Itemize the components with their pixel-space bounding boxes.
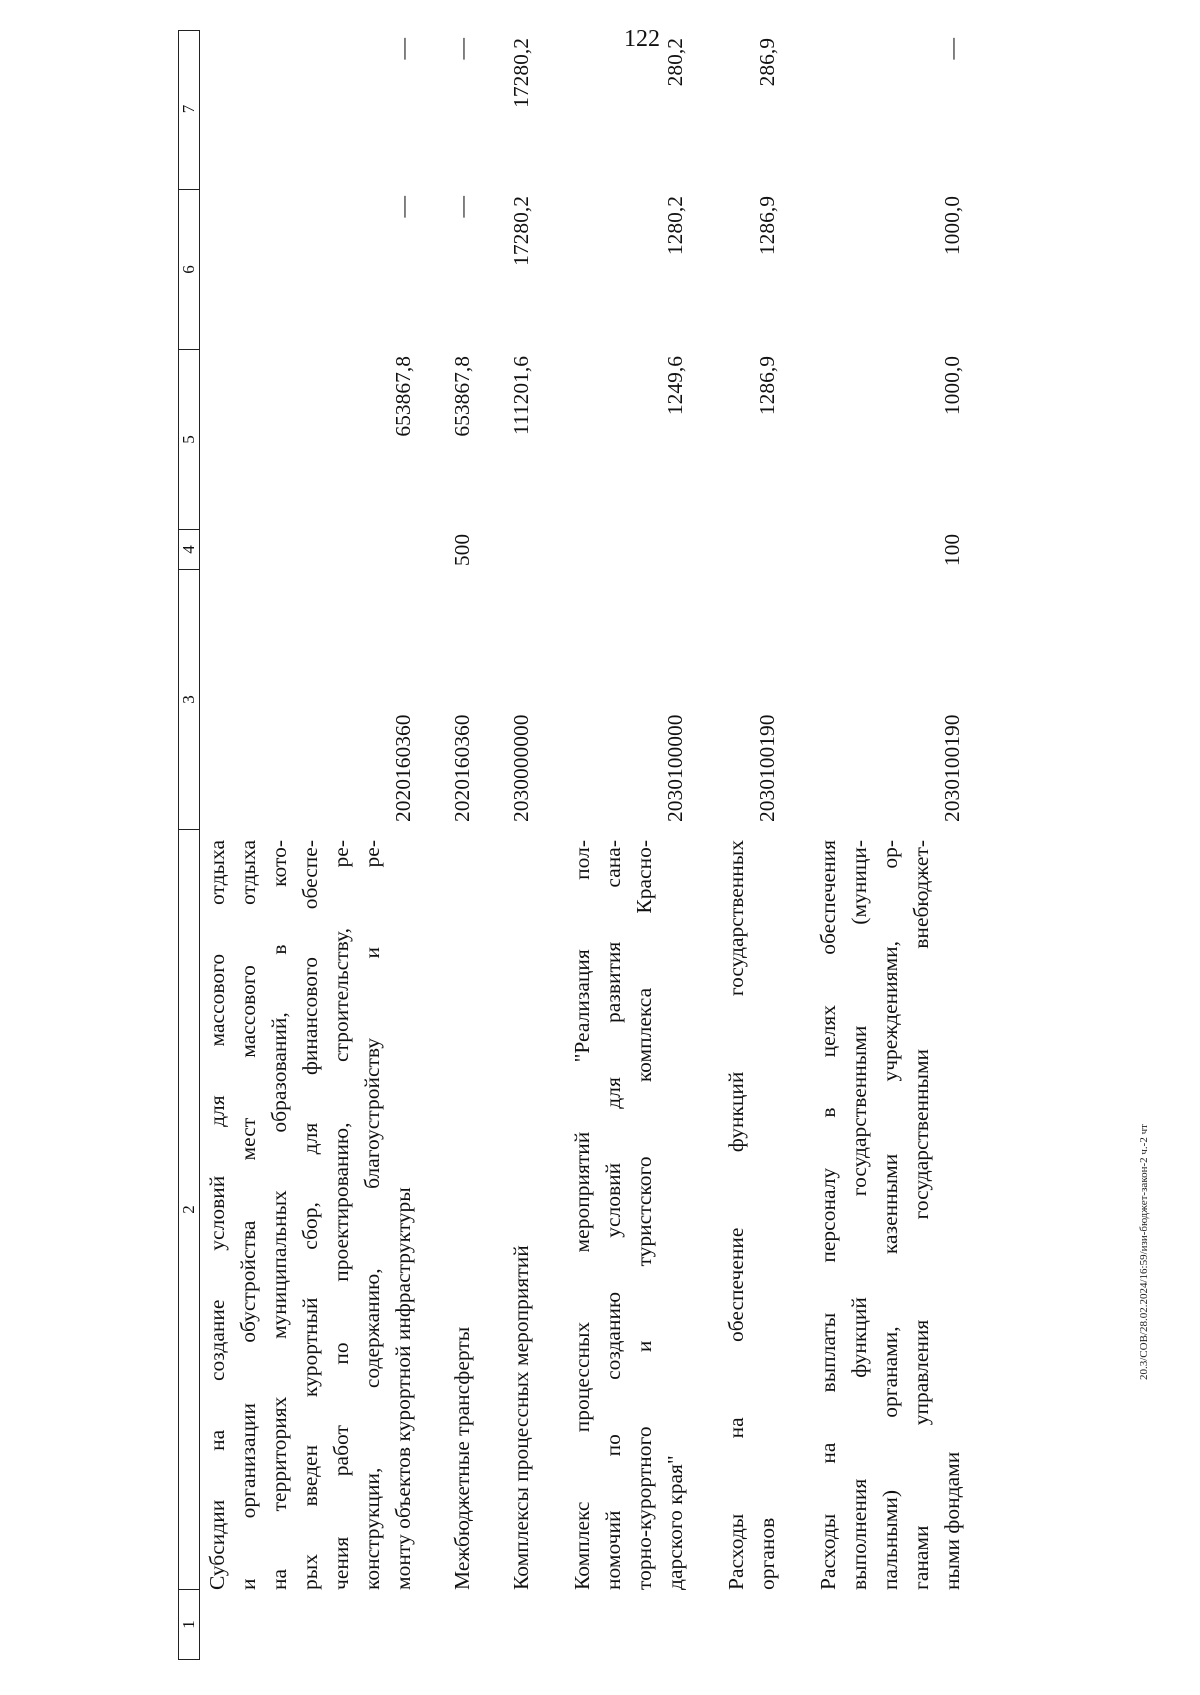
- cell-description: [506, 830, 537, 1590]
- cell-description: [813, 830, 968, 1590]
- cell-amount-col6: 17280,2: [509, 196, 533, 266]
- column-header-4: 4: [179, 529, 199, 569]
- description-line: торно-курортного и туристского комплекса Красно-: [632, 840, 656, 1590]
- cell-target-code: 2020160360: [391, 714, 415, 822]
- cell-amount-col7: 280,2: [663, 38, 687, 87]
- cell-target-code: 2030100190: [940, 714, 964, 822]
- cell-expense-type: 100: [940, 533, 964, 567]
- description-line: Комплексы процессных мероприятий: [509, 1245, 533, 1590]
- budget-table: [178, 30, 968, 1660]
- cell-description: [202, 830, 419, 1590]
- cell-amount-col6: —: [450, 196, 474, 218]
- table-row: [721, 30, 783, 1660]
- column-header-7: 7: [179, 104, 198, 114]
- cell-amount-col5: 111201,6: [509, 356, 533, 436]
- description-line: Субсидии на создание условий для массового отдыха: [205, 840, 229, 1590]
- table-row: [447, 30, 478, 1660]
- cell-amount-col7: —: [450, 38, 474, 60]
- column-header-3: 3: [179, 569, 199, 829]
- cell-amount-col6: 1280,2: [663, 196, 687, 256]
- cell-description: [567, 830, 691, 1590]
- cell-amount-col7: 286,9: [755, 38, 779, 87]
- description-line: дарского края": [663, 1455, 687, 1590]
- cell-amount-col5: 653867,8: [450, 356, 474, 437]
- description-line: органов: [755, 1517, 779, 1590]
- column-header-6: 6: [179, 189, 199, 349]
- description-line: ганами управления государственными внебюджет-: [909, 840, 933, 1590]
- table-row: [506, 30, 537, 1660]
- cell-amount-col7: —: [940, 38, 964, 60]
- column-header-2: 2: [179, 829, 199, 1589]
- column-header-5: 5: [179, 349, 199, 529]
- cell-amount-col5: 1286,9: [755, 356, 779, 416]
- description-line: монту объектов курортной инфраструктуры: [391, 1187, 415, 1590]
- page-number: 122: [624, 26, 660, 52]
- description-line: ными фондами: [940, 1451, 964, 1590]
- description-line: и организации обустройства мест массового отдыха: [236, 840, 260, 1590]
- cell-description: [447, 830, 478, 1590]
- cell-amount-col5: 1249,6: [663, 356, 687, 416]
- description-line: Расходы на обеспечение функций государственных: [724, 840, 748, 1590]
- description-line: Расходы на выплаты персоналу в целях обеспечения: [816, 840, 840, 1590]
- cell-amount-col5: 1000,0: [940, 356, 964, 416]
- table-header-row: [178, 30, 200, 1660]
- description-line: пальными) органами, казенными учреждениями, ор-: [878, 840, 902, 1590]
- description-line: чения работ по проектированию, строительству, ре-: [329, 840, 353, 1590]
- description-line: Межбюджетные трансферты: [450, 1326, 474, 1590]
- table-row: [202, 30, 419, 1660]
- cell-target-code: 2020160360: [450, 714, 474, 822]
- description-line: выполнения функций государственными (муници-: [847, 840, 871, 1590]
- cell-description: [721, 830, 783, 1590]
- cell-expense-type: 500: [450, 533, 474, 567]
- description-line: рых введен курортный сбор, для финансового обеспе-: [298, 840, 322, 1590]
- cell-amount-col7: —: [391, 38, 415, 60]
- cell-amount-col6: 1286,9: [755, 196, 779, 256]
- description-line: конструкции, содержанию, благоустройству и ре-: [360, 840, 384, 1590]
- table-row: [813, 30, 968, 1660]
- cell-target-code: 2030100000: [663, 714, 687, 822]
- description-line: на территориях муниципальных образований, в кото-: [267, 840, 291, 1590]
- table-row: [567, 30, 691, 1660]
- description-line: Комплекс процессных мероприятий "Реализация пол-: [570, 840, 594, 1590]
- cell-target-code: 2030100190: [755, 714, 779, 822]
- description-line: номочий по созданию условий для развития сана-: [601, 840, 625, 1590]
- cell-amount-col7: 17280,2: [509, 38, 533, 108]
- document-stamp: 20.3/СОВ/28.02.2024/16:59/изи-бюджет-закон-2 ч.-2 чт: [1138, 1124, 1150, 1380]
- cell-amount-col6: —: [391, 196, 415, 218]
- column-header-1: 1: [179, 1589, 199, 1659]
- cell-target-code: 2030000000: [509, 714, 533, 822]
- cell-amount-col6: 1000,0: [940, 196, 964, 256]
- cell-amount-col5: 653867,8: [391, 356, 415, 437]
